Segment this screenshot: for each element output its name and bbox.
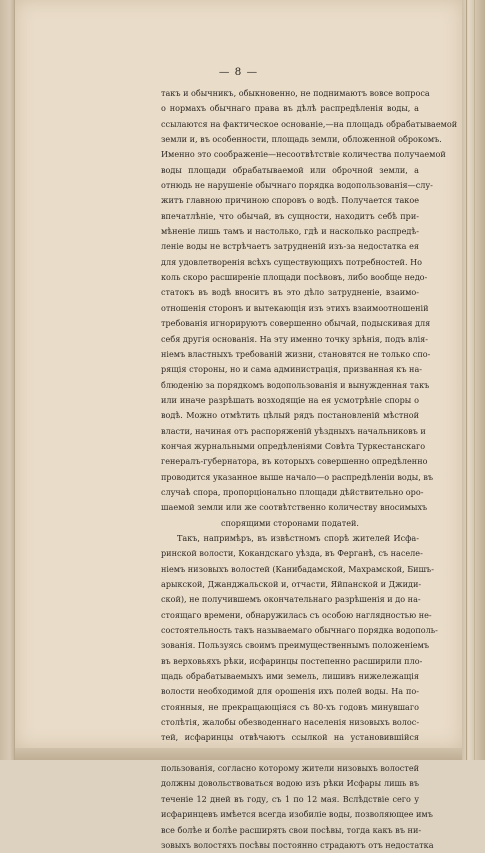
text-line: отношенія сторонъ и вытекающія изъ этихъ взаимоотношеній [161, 302, 429, 313]
text-line: земли и, въ особенности, площадь земли, обложенной оброкомъ. [161, 134, 442, 145]
text-line: столѣтія, жалобы обезводеннаго населенія низовыхъ волос- [161, 717, 420, 728]
text-line: водѣ. Можно отмѣтить цѣлый рядъ постановленій мѣстной [161, 410, 419, 421]
text-line: все болѣе и болѣе расширять свои посѣвы, тогда какъ въ ни- [161, 824, 422, 835]
text-line: зовыхъ волостяхъ посѣвы постоянно страдаютъ отъ недостатка [161, 839, 434, 850]
text-line: ссылаются на фактическое основаніе,—на площадь обрабатываемой [161, 118, 458, 129]
text-line: состоятельность такъ называемаго обычнаго порядка водополь- [161, 625, 438, 636]
text-line: стоянныя, не прекращающіяся съ 80-хъ годовъ минувшаго [161, 701, 419, 712]
text-block [161, 86, 458, 853]
text-line: пользованія, согласно которому жители низовыхъ волостей [161, 763, 419, 774]
text-line: леніе воды не встрѣчаетъ затрудненій изъ-за недостатка ея [161, 241, 419, 252]
text-line: ринской волости, Кокандскаго уѣзда, въ Ферганѣ, съ населе- [161, 548, 423, 559]
left-page-edge [0, 0, 15, 760]
text-line: Именно это соображеніе—несоотвѣтствіе количества получаемой [161, 149, 446, 160]
text-line: тей, исфаринцы отвѣчаютъ ссылкой на установившійся [161, 732, 419, 743]
text-line: Такъ, напримѣръ, въ извѣстномъ спорѣ жителей Исфа- [177, 532, 419, 543]
text-line: о нормахъ обычнаго права въ дѣлѣ распредѣленія воды, а [161, 103, 419, 114]
text-line: ніемъ властныхъ требованій жизни, становятся не только спо- [161, 348, 431, 359]
text-line: проводится указанное выше начало—о распредѣленіи воды, въ [161, 471, 434, 482]
text-line: рящія стороны, но и сама администрація, призванная къ на- [161, 364, 423, 375]
text-line: должны довольствоваться водою изъ рѣки Исфары лишь въ [161, 778, 419, 789]
text-line: для удовлетворенія всѣхъ существующихъ потребностей. Но [161, 256, 423, 267]
book-page [15, 0, 462, 850]
text-line: или иначе разрѣшать возходящіе на ея усмотрѣніе споры о [161, 394, 419, 405]
text-line: въ верховьяхъ рѣки, исфаринцы постепенно расширили пло- [161, 655, 423, 666]
text-line: кончая журнальными опредѣленіями Совѣта Туркестанскаго [161, 440, 426, 451]
paragraph-1 [161, 86, 458, 531]
text-line: стоящаго времени, обнаружилась съ особою наглядностью не- [161, 609, 432, 620]
text-line: власти, начиная отъ распоряженій уѣздныхъ начальниковъ и [161, 425, 426, 436]
text-line: отнюдь не нарушеніе обычнаго порядка водопользованія—слу- [161, 180, 433, 191]
text-line: теченіе 12 дней въ году, съ 1 по 12 мая. Вслѣдствіе сего у [161, 793, 419, 804]
text-line: коль скоро расширеніе площади посѣвовъ, либо вообще недо- [161, 272, 428, 283]
text-line: исфаринцевъ имѣется всегда изобиліе воды, позволяющее имъ [161, 809, 433, 820]
paragraph-2 [161, 531, 438, 853]
text-line: щадь обрабатываемыхъ ими земель, лишивъ нижележащія [161, 671, 419, 682]
text-line: шаемой земли или же соотвѣтственно количеству вносимыхъ [161, 502, 428, 513]
text-line: ніемъ низовыхъ волостей (Канибадамской, Махрамской, Бишъ- [161, 563, 434, 574]
text-line: арыкской, Джанджальской и, отчасти, Яйпанской и Джиди- [161, 579, 422, 589]
page-number: — 8 — [218, 66, 259, 78]
text-line: такъ и обычникъ, обыкновенно, не поднимаютъ вовсе вопроса [161, 88, 430, 98]
text-line: блюденію за порядкомъ водопользованія и вынужденная такъ [161, 379, 430, 390]
text-line: требованія игнорируютъ совершенно обычай, подыскивая для [161, 318, 431, 329]
text-line: генералъ-губернатора, въ которыхъ совершенно опредѣленно [161, 456, 428, 467]
text-line: случаѣ спора, пропорціонально площади дѣйствительно оро- [161, 486, 424, 497]
text-line: себя другія основанія. На эту именно точку зрѣнія, подъ влія- [161, 333, 429, 344]
text-line: воды площади обрабатываемой или оброчной земли, а [161, 164, 419, 175]
text-line: волости необходимой для орошенія ихъ полей воды. На по- [161, 686, 419, 697]
text-line: спорящими сторонами податей. [220, 517, 359, 528]
text-line: мѣненіе лишь тамъ и настолько, гдѣ и насколько распредѣ- [161, 226, 419, 237]
right-page-edge [462, 0, 485, 760]
text-line: ской), не получившемъ окончательнаго разрѣшенія и до на- [161, 594, 421, 605]
bottom-page-edge [15, 748, 462, 760]
text-line: зованія. Пользуясь своимъ преимущественнымъ положеніемъ [161, 640, 430, 651]
text-line: впечатлѣніе, что обычай, въ сущности, находитъ себѣ при- [161, 210, 419, 221]
text-line: житъ главною причиною споровъ о водѣ. Получается такое [161, 195, 419, 206]
text-line: статокъ въ водѣ вноситъ въ это дѣло затрудненіе, взаимо- [161, 287, 419, 298]
